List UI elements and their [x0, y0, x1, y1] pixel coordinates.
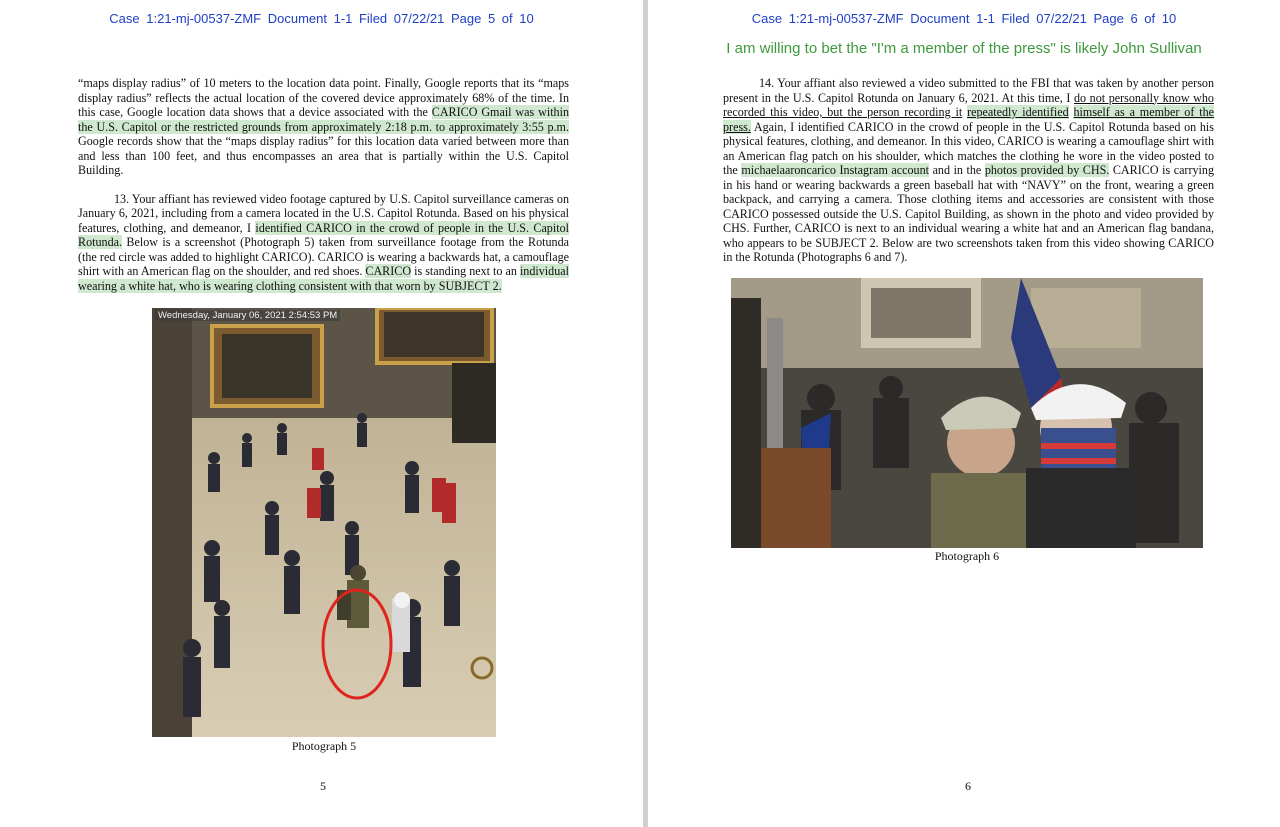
highlighted-text: CARICO Gmail was within the U.S. Capitol or the restricted grounds from approximately 2:18 p.m. to approximately 3:55 p.m.	[78, 105, 570, 134]
video-timestamp: Wednesday, January 06, 2021 2:54:53 PM	[155, 310, 340, 321]
photograph-6-caption: Photograph 6	[934, 549, 1000, 563]
body-text: 14. Your affiant also reviewed a video submitted to the FBI that was taken by another person present in the U.S. Capitol Rotunda on January 6, 2021. At this time, I	[723, 76, 1214, 105]
handwritten-annotation: I am willing to bet the "I'm a member of the press" is likely John Sullivan	[726, 40, 1202, 57]
paragraph-left-1	[78, 76, 569, 178]
rotunda-surveillance-image	[152, 308, 496, 737]
body-text: 13. Your affiant has reviewed video footage captured by U.S. Capitol surveillance cameras on January 6, 2021, including from a camera located in the U.S. Capitol Rotunda. Based on his physical features, clothing, and demeanor, I	[78, 191, 569, 235]
body-text: Below is a screenshot (Photograph 5) taken from surveillance footage from the Rotunda (the red circle was added to highlight CARICO). CARICO is wearing a backwards hat, a camouflage shirt with an American flag on the shoulder, and red shoes.	[78, 235, 569, 278]
page-header: Case 1:21-mj-00537-ZMF Document 1-1 Filed 07/22/21 Page 6 of 10	[751, 11, 1177, 26]
page-number-left: 5	[320, 779, 326, 793]
highlighted-text: michaelaaroncarico Instagram account	[741, 163, 930, 177]
highlighted-text: repeatedly identified	[967, 105, 1069, 119]
highlighted-text: photos provided by CHS.	[984, 163, 1110, 177]
body-text	[1069, 105, 1074, 119]
page-number-right: 6	[965, 779, 971, 793]
body-text: “maps display radius” of 10 meters to the location data point. Finally, Google reports that its “maps display radius” reflects the actual location of the covered device approximately 68% of the time. In this case, Google location data shows that a device associated with the	[78, 76, 569, 119]
body-text: Google records show that the “maps display radius” for this location data varied between more than and less than 100 feet, and thus encompasses an area that is partially within the U.S. Capitol Building.	[78, 134, 569, 177]
highlighted-text: CARICO	[365, 264, 412, 278]
left-body-text	[78, 76, 569, 293]
highlighted-text: himself as a member of the press.	[723, 105, 1214, 134]
photograph-5	[152, 308, 496, 737]
page-header: Case 1:21-mj-00537-ZMF Document 1-1 Filed 07/22/21 Page 5 of 10	[109, 11, 534, 26]
highlighted-text: individual wearing a white hat, who is wearing clothing consistent with that worn by SUBJECT 2.	[78, 264, 569, 293]
rotunda-crowd-image	[731, 278, 1203, 548]
photograph-5-caption: Photograph 5	[291, 739, 357, 753]
paragraph-14	[723, 76, 1214, 265]
paragraph-13	[78, 192, 569, 294]
body-text: and in the	[929, 163, 985, 177]
body-text: CARICO is carrying in his hand or wearing backwards a green baseball hat with “NAVY” on the front, wearing a green backpack, and carrying a camera. Those clothing items and accessories are consistent with those CARICO possessed outside the U.S. Capitol Building, as shown in the photo and video provided by CHS. Further, CARICO is next to an individual wearing a white hat and an American flag bandana, who appears to be SUBJECT 2. Below are two screenshots taken from this video showing CARICO in the Rotunda (Photographs 6 and 7).	[723, 163, 1214, 264]
body-text: do not personally know who recorded this video, but the person recording it	[723, 90, 1214, 119]
body-text: Again, I identified CARICO in the crowd of people in the U.S. Capitol Rotunda based on his physical features, clothing, and demeanor. In this video, CARICO is wearing a camouflage shirt with an American flag patch on his shoulder, which matches the clothing he wore in the video posted to the	[723, 119, 1214, 177]
photograph-6	[731, 278, 1203, 548]
highlighted-text: identified CARICO in the crowd of people in the U.S. Capitol Rotunda.	[78, 220, 569, 249]
right-body-text	[723, 76, 1214, 265]
body-text: is standing next to an	[411, 264, 520, 278]
